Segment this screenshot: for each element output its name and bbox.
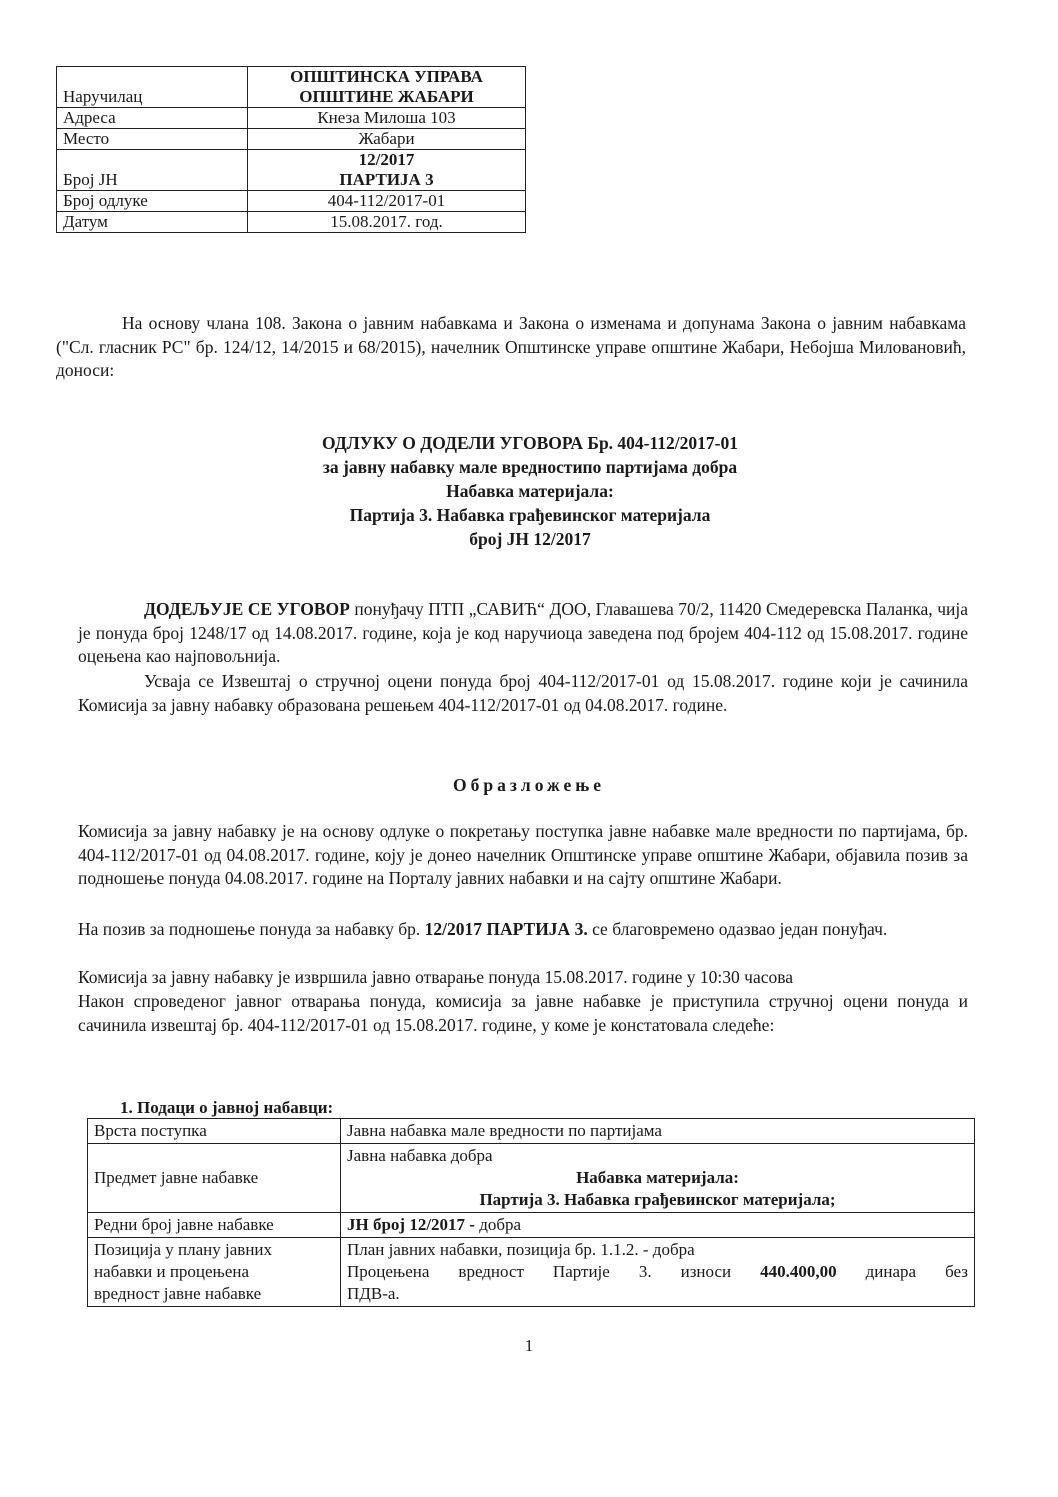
award-lead: ДОДЕЉУЈЕ СЕ УГОВОР — [144, 599, 350, 619]
body-p2-end: се благовремено одазвао један понуђач. — [587, 919, 888, 939]
intro-paragraph: На основу члана 108. Закона о јавним набавкама и Закона о изменама и допунама Закона о јавним набавкама ("Сл. гласник РС" бр. 124/12, 14/2015 и 68/2015), начелник Општинске управе општине Жабари, Небојша Миловановић, доноси: — [56, 313, 966, 380]
serial-number-label: Редни број јавне набавке — [88, 1213, 341, 1238]
report-paragraph: Усваја се Извештај о стручној оцени понуда број 404-112/2017-01 од 15.08.2017. године који је сачинила Комисија за јавну набавку образована решењем 404-112/2017-01 од 04.08.2017. године. — [78, 671, 968, 715]
header-value-line: Кнеза Милоша 103 — [317, 108, 456, 127]
table-row — [57, 108, 526, 129]
body-paragraph-1: Комисија за јавну набавку је на основу одлуке о покретању поступка јавне набавке мале вредности по партијама, бр. 404-112/2017-01 од 04.08.2017. године, коју је донео начелник Општинске управе општине Жабари, објавила позив за подношење понуда 04.08.2017. године на Порталу јавних набавки и на сајту општине Жабари. — [78, 821, 968, 888]
header-table — [56, 66, 526, 233]
plan-label-line-2: набавки и процењена — [94, 1262, 250, 1281]
header-value — [248, 191, 526, 212]
header-value — [248, 212, 526, 233]
procurement-info-table — [87, 1118, 975, 1307]
page-number: 1 — [524, 1336, 534, 1355]
table-row — [88, 1238, 975, 1307]
subject-value — [341, 1144, 975, 1213]
table-row — [57, 150, 526, 191]
header-label: Наручилац — [57, 67, 248, 108]
plan-position-value — [341, 1238, 975, 1307]
decision-subtitle: за јавну набавку мале вредностипо партијама добра — [322, 457, 738, 477]
table-row — [57, 129, 526, 150]
header-value-line: 15.08.2017. год. — [330, 212, 443, 231]
section-1-heading: 1. Подаци о јавној набавци: — [120, 1098, 334, 1117]
body-p2-start: На позив за подношење понуда за набавку бр. — [78, 919, 425, 939]
plan-value-line-2 — [347, 1261, 968, 1283]
header-value-line: ОПШТИНЕ ЖАБАРИ — [299, 87, 474, 106]
estimated-value-amount: 440.400,00 — [760, 1262, 837, 1281]
serial-number-bold: ЈН број 12/2017 - — [347, 1215, 475, 1234]
header-value-line: 404-112/2017-01 — [327, 191, 446, 210]
body-p2-number: 12/2017 ПАРТИЈА 3. — [424, 919, 588, 939]
table-row — [57, 212, 526, 233]
plan-value-line-1: План јавних набавки, позиција бр. 1.1.2. - добра — [347, 1240, 695, 1259]
header-value-line: ОПШТИНСКА УПРАВА — [290, 67, 483, 86]
table-row — [88, 1213, 975, 1238]
plan-label-line-1: Позиција у плану јавних — [94, 1240, 273, 1259]
header-value — [248, 108, 526, 129]
serial-number-value — [341, 1213, 975, 1238]
header-value — [248, 150, 526, 191]
header-value-line: ПАРТИЈА 3 — [339, 170, 434, 189]
table-row — [57, 67, 526, 108]
decision-number: број ЈН 12/2017 — [469, 529, 591, 549]
plan-position-label — [88, 1238, 341, 1307]
plan-label-line-3: вредност јавне набавке — [94, 1284, 262, 1303]
plan-value-line-3: ПДВ-а. — [347, 1284, 400, 1303]
header-value — [248, 67, 526, 108]
subject-line-1: Јавна набавка добра — [347, 1146, 493, 1165]
body-paragraph-4: Након спроведеног јавног отварања понуда, комисија за јавне набавке је приступила стручној оцени понуда и сачинила извештај бр. 404-112/2017-01 од 15.08.2017. године, у коме је констатовала следеће: — [78, 991, 968, 1035]
body-paragraph-2 — [78, 918, 968, 942]
subject-line-3: Партија 3. Набавка грађевинског материјала; — [479, 1190, 836, 1209]
header-value — [248, 129, 526, 150]
procedure-type-label: Врста поступка — [88, 1119, 341, 1144]
body-paragraph-3: Комисија за јавну набавку је извршила јавно отварање понуда 15.08.2017. године у 10:30 часова — [78, 967, 794, 987]
explanation-heading: Образложење — [453, 775, 605, 795]
serial-number-rest: добра — [474, 1215, 522, 1234]
subject-label: Предмет јавне набавке — [88, 1144, 341, 1213]
table-row — [88, 1144, 975, 1213]
header-label: Број ЈН — [57, 150, 248, 191]
header-value-line: Жабари — [358, 129, 415, 148]
header-label: Датум — [57, 212, 248, 233]
estimated-value-currency: динара без — [836, 1262, 968, 1281]
estimated-value-text: Процењена вредност Партије 3. износи — [347, 1262, 761, 1281]
table-row — [88, 1119, 975, 1144]
award-text: понуђачу ПТП „САВИЋ“ ДОО, Главашева 70/2, 11420 Смедеревска Паланка, чија је понуда број 1248/17 од 14.08.2017. године, која је код наручиоца заведена под бројем 404-112 од 15.08.2017. године оцењена као најповољнија. — [78, 599, 969, 666]
decision-lot: Партија 3. Набавка грађевинског материјала — [349, 505, 711, 525]
table-row — [57, 191, 526, 212]
header-label: Број одлуке — [57, 191, 248, 212]
decision-title: ОДЛУКУ О ДОДЕЛИ УГОВОРА Бр. 404-112/2017-01 — [321, 433, 738, 453]
award-paragraph — [78, 598, 968, 669]
header-label: Адреса — [57, 108, 248, 129]
header-label: Место — [57, 129, 248, 150]
subject-line-2: Набавка материјала: — [576, 1168, 739, 1187]
header-value-line: 12/2017 — [358, 150, 415, 169]
procedure-type-value: Јавна набавка мале вредности по партијама — [341, 1119, 975, 1144]
decision-subject: Набавка материјала: — [446, 481, 614, 501]
